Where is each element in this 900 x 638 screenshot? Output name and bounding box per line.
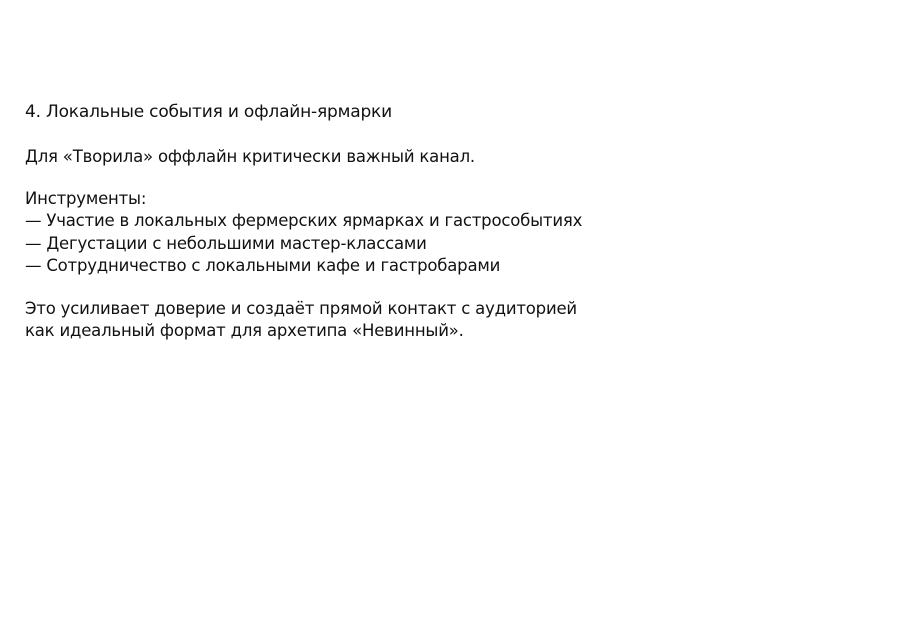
spacer [25, 168, 875, 188]
conclusion-line: как идеальный формат для архетипа «Невинный». [25, 320, 464, 340]
spacer [25, 278, 875, 298]
conclusion-line: Это усиливает доверие и создаёт прямой контакт с аудиторией [25, 298, 577, 318]
intro-paragraph: Для «Творила» оффлайн критически важный канал. [25, 147, 475, 166]
tools-list-item: — Сотрудничество с локальными кафе и гастробарами [25, 256, 501, 275]
spacer [25, 124, 875, 146]
section-heading: 4. Локальные события и офлайн-ярмарки [25, 102, 392, 122]
tools-list [25, 210, 875, 278]
document-body [25, 100, 875, 342]
tools-label: Инструменты: [25, 189, 147, 208]
tools-list-item: — Участие в локальных фермерских ярмарках и гастрособытиях [25, 211, 583, 230]
tools-list-item: — Дегустации с небольшими мастер-классами [25, 233, 427, 253]
